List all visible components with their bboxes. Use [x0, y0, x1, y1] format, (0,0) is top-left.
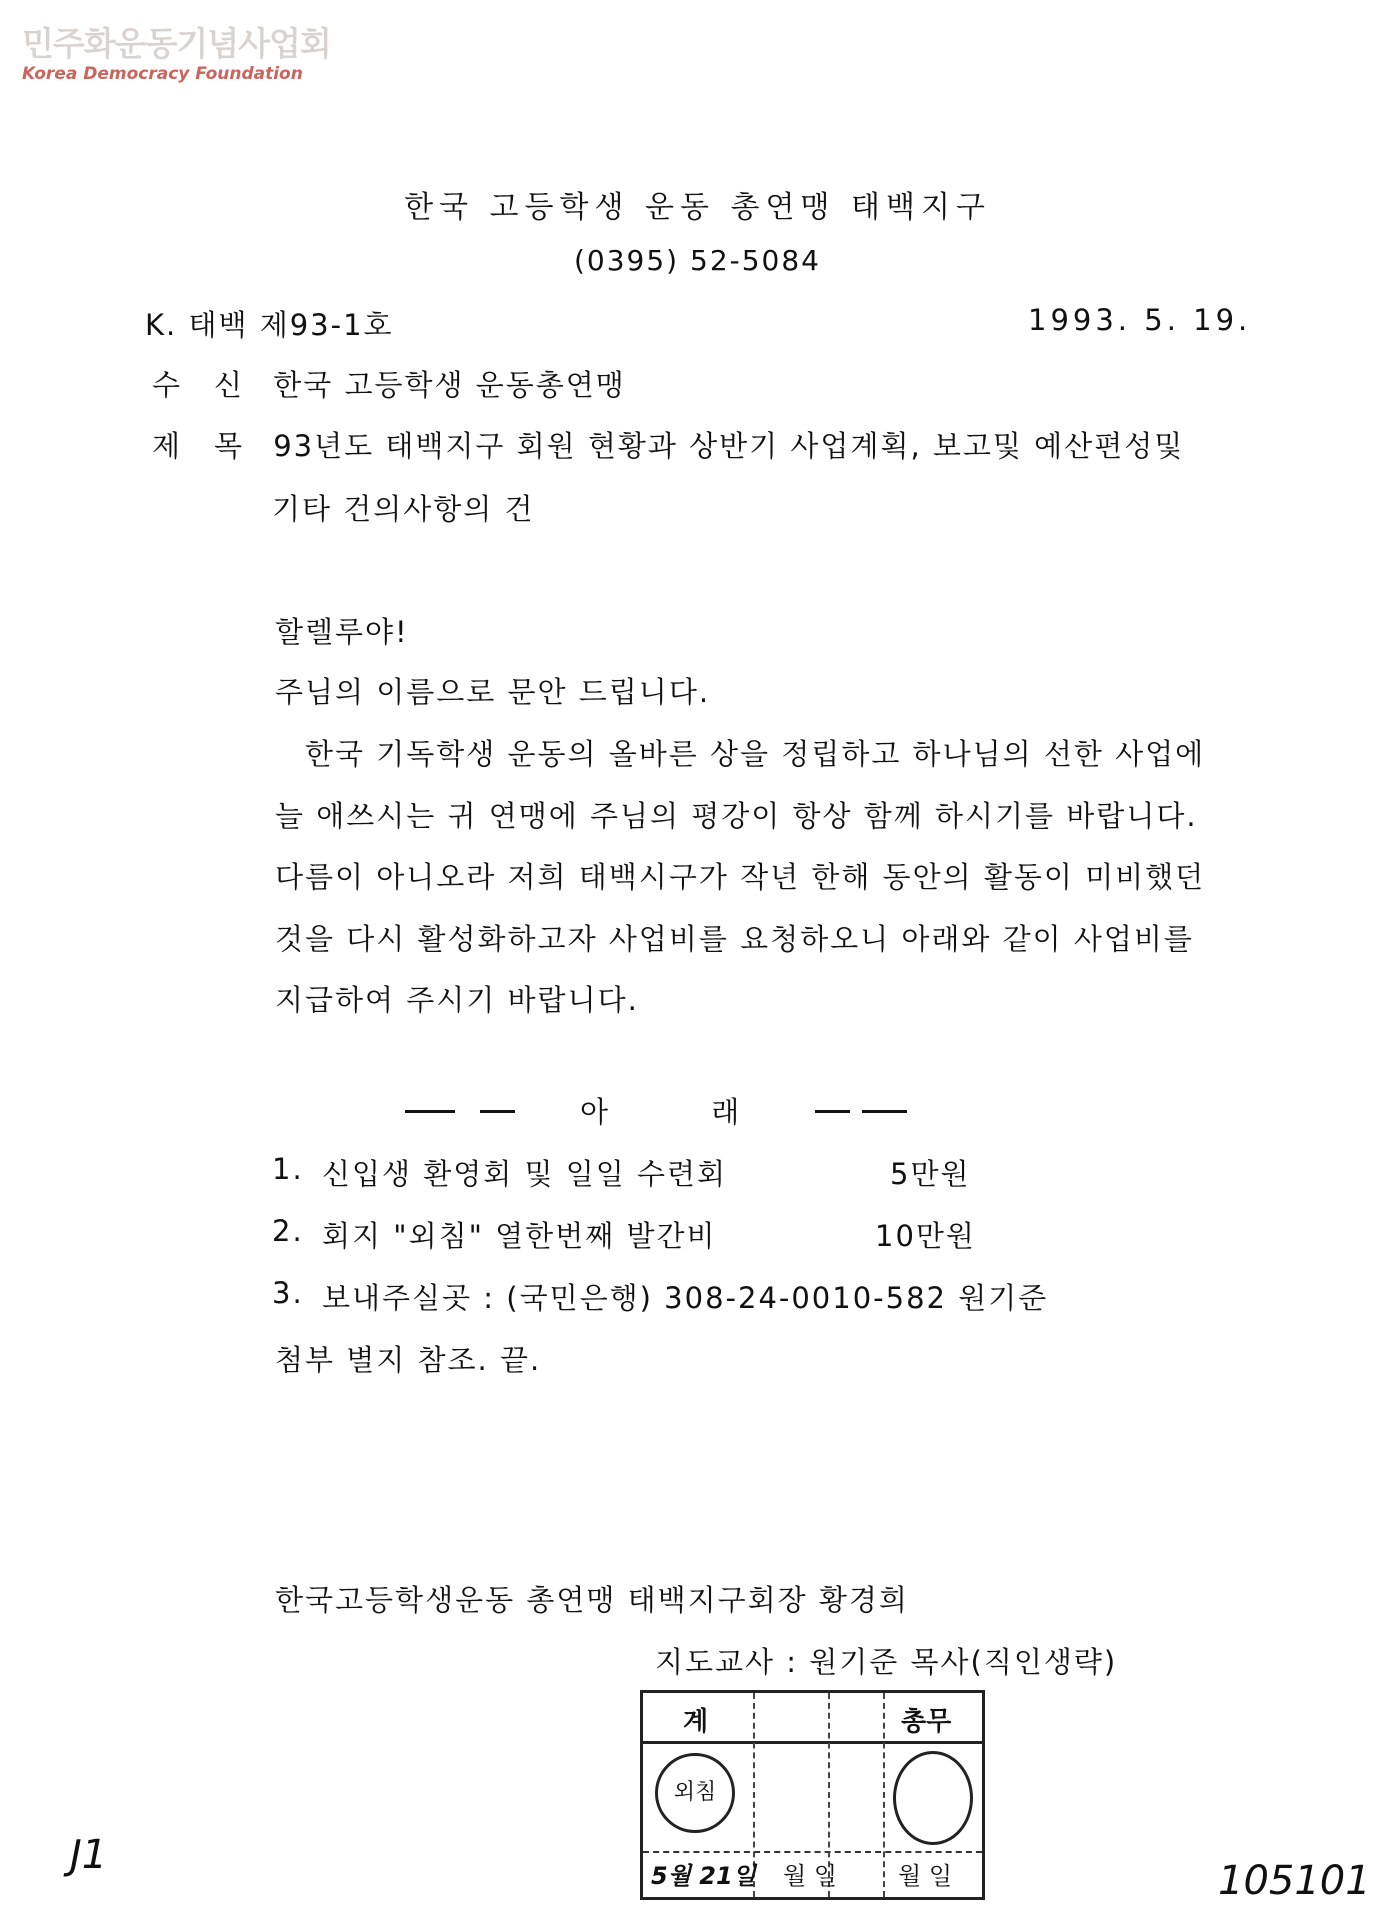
stamp-seal-1: 외침 [655, 1753, 735, 1833]
watermark-korean: 민주화운동기념사업회 [22, 24, 331, 63]
item-3-num: 3. [272, 1276, 304, 1310]
stamp-date-2: 월 일 [783, 1862, 837, 1890]
attachment-note: 첨부 별지 참조. 끝. [275, 1343, 542, 1377]
dash-left-2 [480, 1110, 515, 1113]
subject-row [152, 424, 1184, 465]
subject-label: 제목 [152, 429, 277, 463]
stamp-date-1: 5월 21일 [651, 1862, 756, 1890]
approval-stamp-box [640, 1690, 985, 1900]
org-title: 한국 고등학생 운동 총연맹 태백지구 [404, 190, 991, 225]
item-2-num: 2. [272, 1214, 304, 1248]
body-line-5: 것을 다시 활성화하고자 사업비를 요청하오니 아래와 같이 사업비를 [275, 922, 1194, 956]
stamp-date-3: 월 일 [898, 1862, 952, 1890]
handwritten-page-ref: 105101 [1218, 1858, 1371, 1904]
watermark-english: Korea Democracy Foundation [22, 64, 303, 84]
item-2-text: 회지 "외침" 열한번째 발간비 [322, 1219, 717, 1253]
dash-right-2 [862, 1110, 907, 1113]
item-1-amount: 5만원 [890, 1157, 971, 1191]
stamp-seal-2 [893, 1751, 973, 1845]
item-1-text: 신입생 환영회 및 일일 수련회 [322, 1157, 728, 1191]
doc-number: K. 태백 제93-1호 [145, 308, 394, 342]
subject-line2: 기타 건의사항의 건 [272, 492, 535, 526]
item-2-amount: 10만원 [875, 1219, 976, 1253]
body-line-2: 한국 기독학생 운동의 올바른 상을 정립하고 하나님의 선한 사업에 [305, 737, 1206, 771]
body-line-4: 다름이 아니오라 저희 태백시구가 작년 한해 동안의 활동이 미비했던 [275, 860, 1206, 894]
recipient-row [152, 363, 626, 404]
recipient-value: 한국 고등학생 운동총연맹 [273, 368, 626, 402]
doc-date: 1993. 5. 19. [1028, 303, 1252, 337]
recipient-label: 수신 [152, 368, 277, 402]
section-heading: 아 래 [580, 1095, 742, 1129]
dash-left-1 [405, 1110, 455, 1113]
greeting: 할렐루야! [275, 615, 409, 649]
handwritten-left-mark: J1 [70, 1832, 108, 1878]
body-line-6: 지급하여 주시기 바랍니다. [275, 983, 639, 1017]
subject-line1: 93년도 태백지구 회원 현황과 상반기 사업계획, 보고및 예산편성및 [273, 429, 1185, 463]
org-phone: (0395) 52-5084 [574, 244, 821, 277]
item-3-text: 보내주실곳 : (국민은행) 308-24-0010-582 원기준 [322, 1281, 1049, 1315]
stamp-col-1: 계 [683, 1707, 709, 1737]
signature-line-1: 한국고등학생운동 총연맹 태백지구회장 황경희 [275, 1583, 909, 1617]
stamp-divider-3 [883, 1693, 885, 1897]
stamp-col-4: 총무 [901, 1707, 952, 1737]
body-line-3: 늘 애쓰시는 귀 연맹에 주님의 평강이 항상 함께 하시기를 바랍니다. [275, 799, 1198, 833]
body-line-1: 주님의 이름으로 문안 드립니다. [275, 675, 711, 709]
dash-right-1 [815, 1110, 850, 1113]
signature-line-2: 지도교사 : 원기준 목사(직인생략) [655, 1645, 1118, 1679]
item-1-num: 1. [272, 1152, 304, 1186]
